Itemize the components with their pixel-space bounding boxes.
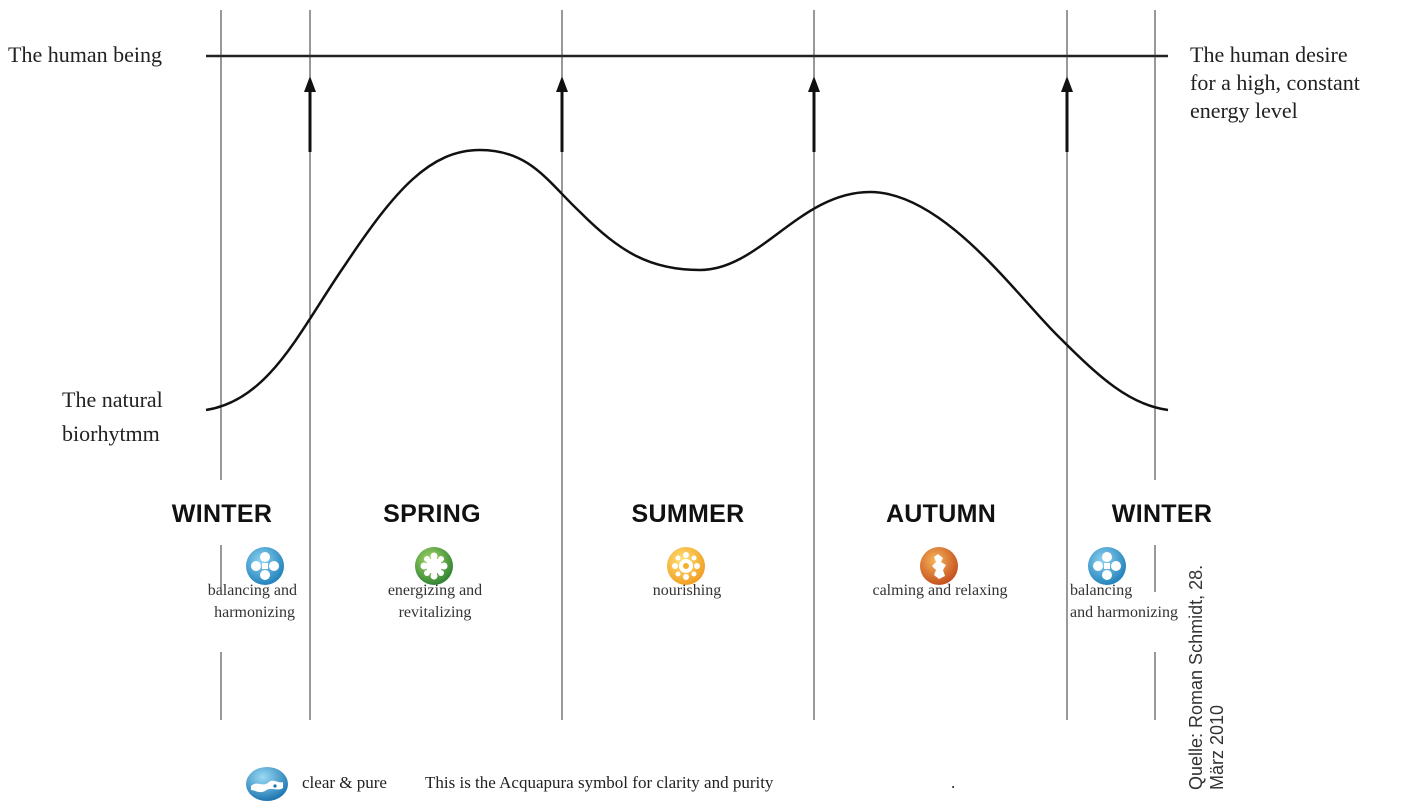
human-being-label: The human being: [8, 42, 162, 67]
season-desc-line: calming and relaxing: [872, 582, 1008, 599]
source-credit: Quelle: Roman Schmidt, 28. März 2010: [1186, 564, 1227, 790]
season-desc-line: nourishing: [652, 582, 722, 599]
natural-biorhythm-label-line1: The natural: [62, 387, 163, 412]
season-desc-line: harmonizing: [214, 604, 295, 621]
energy-arrows: [304, 76, 1073, 152]
human-desire-label-line3: energy level: [1190, 98, 1298, 123]
season-title-summer: SUMMER: [631, 500, 745, 528]
season-desc-spring: [335, 580, 535, 624]
season-desc-autumn: [840, 580, 1040, 602]
footer-dot: .: [951, 773, 956, 792]
clear-pure-label: clear & pure: [302, 773, 387, 792]
biorhythm-curve: [206, 150, 1168, 410]
season-desc-line: revitalizing: [398, 604, 472, 621]
season-desc-winter-2: [1070, 580, 1270, 624]
clear-pure-symbol-icon: [245, 766, 289, 802]
human-desire-label-line1: The human desire: [1190, 42, 1348, 67]
season-desc-line: balancing and: [207, 582, 297, 599]
season-title-winter-1: WINTER: [171, 500, 273, 528]
season-title-spring: SPRING: [383, 500, 481, 528]
season-desc-line: and harmonizing: [1070, 604, 1178, 621]
natural-biorhythm-label-line2: biorhytmm: [62, 421, 160, 446]
season-desc-winter-1: [119, 580, 319, 624]
season-desc-line: balancing: [1070, 582, 1133, 599]
human-desire-label-line2: for a high, constant: [1190, 70, 1360, 95]
season-desc-line: energizing and: [387, 582, 483, 599]
clear-pure-description: This is the Acquapura symbol for clarity and purity: [425, 773, 774, 792]
season-title-autumn: AUTUMN: [885, 500, 997, 528]
season-desc-summer: [587, 580, 787, 602]
season-title-winter-2: WINTER: [1111, 500, 1213, 528]
